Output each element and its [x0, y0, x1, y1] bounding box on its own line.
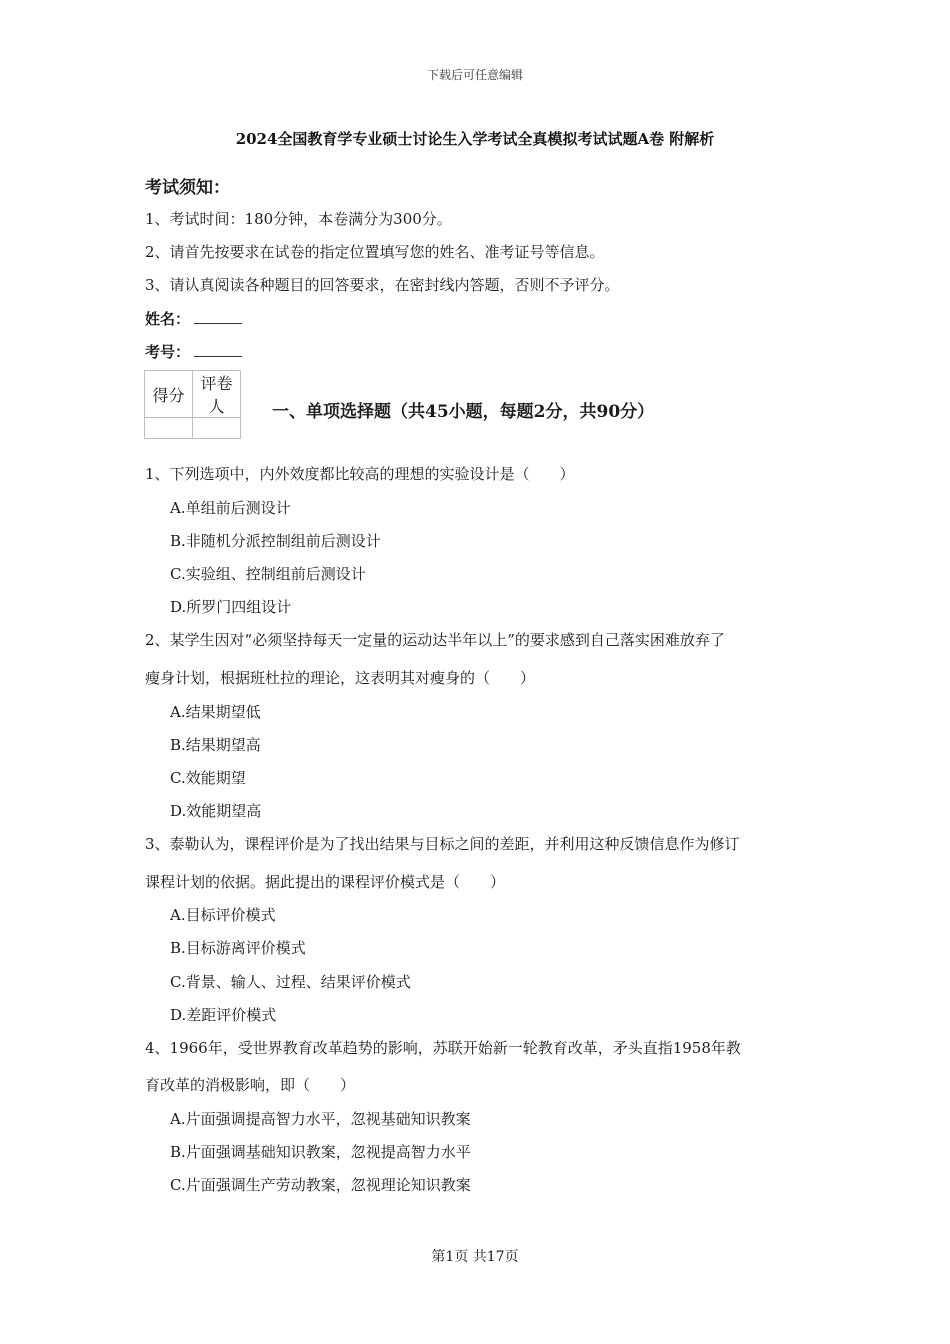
question-text: 2、某学生因对“必须坚持每天一定量的运动达半年以上”的要求感到自己落实困难放弃了	[145, 631, 725, 649]
score-table	[144, 370, 241, 439]
question-text: 3、泰勒认为，课程评价是为了找出结果与目标之间的差距，并利用这种反馈信息作为修订	[145, 835, 740, 853]
id-label: 考号：	[145, 343, 191, 361]
notice-item: 3、请认真阅读各种题目的回答要求，在密封线内答题，否则不予评分。	[145, 276, 620, 294]
grader-header: 评卷人	[193, 371, 241, 418]
option: B.目标游离评价模式	[170, 939, 306, 957]
option: A.结果期望低	[170, 703, 261, 721]
option: D.效能期望高	[170, 802, 262, 820]
option: A.目标评价模式	[170, 906, 276, 924]
question-text: 4、1966年，受世界教育改革趋势的影响，苏联开始新一轮教育改革，矛头直指1958年教	[145, 1039, 741, 1057]
score-cell	[145, 418, 193, 439]
name-field	[145, 308, 242, 329]
notice-item: 2、请首先按要求在试卷的指定位置填写您的姓名、准考证号等信息。	[145, 243, 605, 261]
option: C.片面强调生产劳动教案，忽视理论知识教案	[170, 1176, 471, 1194]
notice-heading: 考试须知：	[145, 178, 230, 198]
option: D.所罗门四组设计	[170, 598, 292, 616]
score-header: 得分	[145, 371, 193, 418]
id-field	[145, 341, 242, 362]
section-heading: 一、单项选择题（共45小题，每题2分，共90分）	[272, 402, 655, 422]
option: A.片面强调提高智力水平，忽视基础知识教案	[170, 1110, 471, 1128]
option: A.单组前后测设计	[170, 499, 291, 517]
id-blank	[194, 342, 242, 357]
grader-cell	[193, 418, 241, 439]
question-text: 1、下列选项中，内外效度都比较高的理想的实验设计是（ ）	[145, 465, 575, 483]
name-blank	[194, 309, 242, 324]
option: B.结果期望高	[170, 736, 261, 754]
option: C.效能期望	[170, 769, 246, 787]
page-footer: 第1页 共17页	[431, 1249, 519, 1265]
question-text: 课程计划的依据。据此提出的课程评价模式是（ ）	[145, 873, 506, 891]
option: C.实验组、控制组前后测设计	[170, 565, 366, 583]
document-title: 2024全国教育学专业硕士讨论生入学考试全真模拟考试试题A卷 附解析	[235, 130, 715, 148]
option: C.背景、输人、过程、结果评价模式	[170, 973, 411, 991]
option: B.片面强调基础知识教案，忽视提高智力水平	[170, 1143, 471, 1161]
option: B.非随机分派控制组前后测设计	[170, 532, 381, 550]
question-text: 育改革的消极影响，即（ ）	[145, 1076, 356, 1094]
notice-item: 1、考试时间：180分钟，本卷满分为300分。	[145, 210, 452, 228]
question-text: 瘦身计划，根据班杜拉的理论，这表明其对瘦身的（ ）	[145, 669, 536, 687]
header-note: 下载后可任意编辑	[426, 68, 523, 82]
name-label: 姓名：	[145, 310, 191, 328]
option: D.差距评价模式	[170, 1006, 277, 1024]
